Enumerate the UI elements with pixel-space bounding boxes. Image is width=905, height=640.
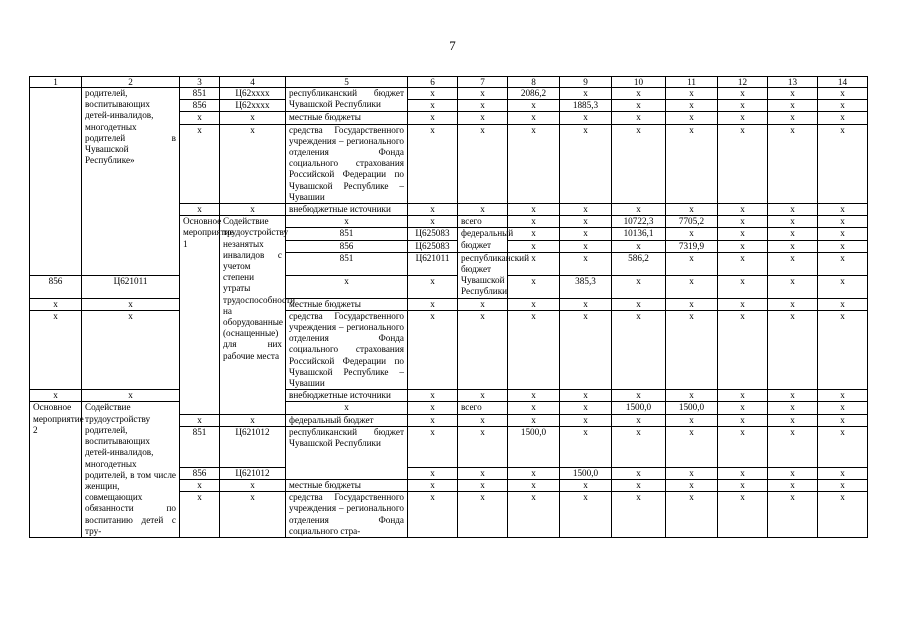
value-cell: x [768,216,818,228]
value-cell: x [408,298,458,310]
value-cell: x [508,390,560,402]
value-cell: x [718,216,768,228]
value-cell: x [612,479,666,491]
funding-source-cell: внебюджетные источники [286,204,408,216]
funding-source-cell: местные бюджеты [286,112,408,124]
value-cell: x [818,492,868,538]
column-number-1: 1 [30,77,82,88]
target-code-cell: Ц621012 [220,467,286,479]
value-cell: x [458,204,508,216]
value-cell: x [768,204,818,216]
value-cell: x [508,402,560,414]
funding-source-cell: местные бюджеты [286,298,408,310]
value-cell: x [408,88,458,100]
funding-source-cell: республиканский бюджет Чувашской Республики [286,88,408,112]
value-cell: 1500,0 [560,467,612,479]
value-cell: x [612,426,666,467]
target-code-cell: x [220,112,286,124]
value-cell: x [612,112,666,124]
value-cell: x [666,298,718,310]
funding-source-cell: федеральный бюджет [286,414,408,426]
value-cell: x [560,204,612,216]
value-cell: 385,3 [560,275,612,298]
funding-source-cell: республиканский бюджет Чувашской Республики [458,252,508,298]
value-cell: x [718,467,768,479]
column-number-3: 3 [180,77,220,88]
value-cell: x [612,467,666,479]
column-number-4: 4 [220,77,286,88]
target-code-cell: x [220,414,286,426]
value-cell: x [818,467,868,479]
value-cell: x [718,390,768,402]
value-cell: x [818,402,868,414]
value-cell: x [408,467,458,479]
code-cell: x [180,479,220,491]
event-name-cell [30,88,82,276]
value-cell: x [666,88,718,100]
column-number-9: 9 [560,77,612,88]
value-cell: x [560,124,612,203]
value-cell: x [768,298,818,310]
value-cell: x [612,492,666,538]
value-cell: x [458,100,508,112]
value-cell: x [508,216,560,228]
code-cell: 851 [286,228,408,240]
value-cell: x [560,390,612,402]
value-cell: x [508,240,560,252]
value-cell: x [408,275,458,298]
value-cell: x [508,492,560,538]
value-cell: x [718,414,768,426]
value-cell: x [408,390,458,402]
value-cell: x [768,112,818,124]
funding-source-cell: федеральный бюджет [458,228,508,252]
value-cell: x [560,252,612,275]
target-code-cell: Ц621012 [220,426,286,467]
column-number-14: 14 [818,77,868,88]
value-cell: x [612,310,666,389]
value-cell: x [818,275,868,298]
target-code-cell: Ц625083 [408,240,458,252]
value-cell: x [768,252,818,275]
value-cell: x [768,390,818,402]
table-row [30,298,868,310]
value-cell: x [718,479,768,491]
page-number: 7 [449,38,456,53]
value-cell: x [666,390,718,402]
code-cell: x [30,298,82,310]
value-cell: x [718,310,768,389]
value-cell: x [508,124,560,203]
value-cell: x [666,310,718,389]
column-number-10: 10 [612,77,666,88]
target-code-cell: x [82,390,180,402]
value-cell: x [666,414,718,426]
value-cell: x [666,426,718,467]
value-cell: x [818,414,868,426]
value-cell: x [666,467,718,479]
event-description-cell: Содействие трудоустройству родителей, воспитывающих детей-инвалидов, многодетных родителей, в том числе женщин, совмещающих обязанности по воспитанию детей с тру- [82,402,180,537]
value-cell: x [666,100,718,112]
value-cell: x [408,100,458,112]
value-cell: x [458,298,508,310]
target-code-cell: Ц62xxxx [220,100,286,112]
table-row [30,275,868,298]
code-cell: 851 [180,88,220,100]
code-cell: 856 [180,100,220,112]
value-cell: x [768,124,818,203]
value-cell: x [818,479,868,491]
target-code-cell: Ц625083 [408,228,458,240]
value-cell: x [458,390,508,402]
column-number-6: 6 [408,77,458,88]
event-description-cell: родителей, воспитывающих детей-инвалидов, многодетных родителей в Чувашской Республике» [82,88,180,276]
value-cell: 1885,3 [560,100,612,112]
value-cell: x [768,275,818,298]
value-cell: x [768,228,818,240]
value-cell: 586,2 [612,252,666,275]
value-cell: x [560,492,612,538]
value-cell: x [612,298,666,310]
column-number-8: 8 [508,77,560,88]
target-code-cell: Ц621011 [82,275,180,298]
value-cell: x [718,275,768,298]
target-code-cell: x [220,492,286,538]
value-cell: x [718,204,768,216]
value-cell: x [818,298,868,310]
value-cell: x [818,204,868,216]
target-code-cell: x [408,402,458,414]
value-cell: x [508,298,560,310]
header-row [30,77,868,88]
value-cell: x [768,467,818,479]
value-cell: x [408,479,458,491]
value-cell: x [560,216,612,228]
code-cell: x [286,402,408,414]
value-cell: x [408,414,458,426]
value-cell: x [768,402,818,414]
value-cell: x [560,414,612,426]
code-cell: x [180,492,220,538]
value-cell: x [718,426,768,467]
code-cell: 856 [30,275,82,298]
code-cell: x [180,112,220,124]
value-cell: 1500,0 [508,426,560,467]
value-cell: x [560,426,612,467]
value-cell: x [612,275,666,298]
funding-source-cell: республиканский бюджет Чувашской Республики [286,426,408,479]
value-cell: x [408,204,458,216]
code-cell: x [30,310,82,389]
value-cell: x [718,88,768,100]
value-cell: x [612,88,666,100]
table-row [30,310,868,389]
value-cell: x [612,100,666,112]
value-cell: x [560,402,612,414]
value-cell: x [718,240,768,252]
value-cell: x [718,112,768,124]
value-cell: x [560,298,612,310]
column-number-7: 7 [458,77,508,88]
value-cell: x [560,310,612,389]
code-cell: 856 [180,467,220,479]
value-cell: x [508,112,560,124]
funding-source-cell: внебюджетные источники [286,390,408,402]
target-code-cell: x [408,216,458,228]
value-cell: x [666,228,718,240]
table-row [30,88,868,100]
value-cell: x [508,100,560,112]
value-cell: x [458,426,508,467]
funding-source-cell: всего [458,402,508,414]
target-code-cell: x [220,204,286,216]
value-cell: x [718,124,768,203]
target-code-cell: x [220,479,286,491]
code-cell: x [180,124,220,203]
value-cell: x [508,204,560,216]
column-number-11: 11 [666,77,718,88]
value-cell: x [818,88,868,100]
value-cell: x [768,310,818,389]
code-cell: 856 [286,240,408,252]
target-code-cell: Ц62xxxx [220,88,286,100]
code-cell: 851 [180,426,220,467]
value-cell: x [560,240,612,252]
value-cell: x [286,275,408,298]
value-cell: x [718,228,768,240]
funding-source-cell: местные бюджеты [286,479,408,491]
value-cell: x [408,310,458,389]
value-cell: x [612,124,666,203]
code-cell: 851 [286,252,408,275]
value-cell: x [612,240,666,252]
value-cell: x [768,100,818,112]
value-cell: x [508,252,560,275]
value-cell: x [508,479,560,491]
value-cell: x [666,479,718,491]
value-cell: x [666,252,718,275]
value-cell: x [458,467,508,479]
value-cell: 10722,3 [612,216,666,228]
code-cell: x [180,414,220,426]
value-cell: x [508,275,560,298]
code-cell: x [286,216,408,228]
column-number-5: 5 [286,77,408,88]
target-code-cell: x [82,310,180,389]
target-code-cell: x [220,124,286,203]
value-cell: x [666,124,718,203]
value-cell: x [768,240,818,252]
value-cell: x [718,298,768,310]
column-number-12: 12 [718,77,768,88]
value-cell: x [612,204,666,216]
value-cell: x [768,426,818,467]
funding-source-cell: всего [458,216,508,228]
value-cell: x [458,124,508,203]
value-cell: x [508,228,560,240]
value-cell: x [818,310,868,389]
value-cell: x [666,492,718,538]
value-cell: x [818,252,868,275]
table-row [30,402,868,414]
value-cell: x [560,479,612,491]
value-cell: x [408,426,458,467]
value-cell: x [666,204,718,216]
target-code-cell: x [82,298,180,310]
value-cell: x [818,124,868,203]
value-cell: x [768,479,818,491]
value-cell: x [458,88,508,100]
value-cell: x [768,492,818,538]
value-cell: 1500,0 [666,402,718,414]
funding-source-cell: средства Государственного учреждения – регионального отделения Фонда социального страхования Российской Федерации по Чувашской Республике – Чувашии [286,124,408,203]
value-cell: x [768,88,818,100]
value-cell: x [560,88,612,100]
value-cell: x [560,228,612,240]
value-cell: x [408,492,458,538]
event-name-cell: Основное мероприятие 2 [30,402,82,537]
value-cell: 2086,2 [508,88,560,100]
code-cell: x [180,204,220,216]
value-cell: 7319,9 [666,240,718,252]
value-cell: x [818,112,868,124]
value-cell: 7705,2 [666,216,718,228]
value-cell: x [508,467,560,479]
value-cell: x [718,492,768,538]
value-cell: x [408,124,458,203]
value-cell: x [818,426,868,467]
table-row [30,390,868,402]
value-cell: x [560,112,612,124]
value-cell: x [508,310,560,389]
value-cell: x [408,112,458,124]
funding-source-cell: средства Государственного учреждения – регионального отделения Фонда социального стра- [286,492,408,538]
value-cell: x [508,414,560,426]
value-cell: x [612,414,666,426]
value-cell: x [818,390,868,402]
column-number-2: 2 [82,77,180,88]
value-cell: 1500,0 [612,402,666,414]
value-cell: x [818,100,868,112]
event-name-cell: Основное мероприятие 1 [180,216,220,414]
code-cell: x [30,390,82,402]
value-cell: 10136,1 [612,228,666,240]
value-cell: x [718,252,768,275]
column-number-13: 13 [768,77,818,88]
value-cell: x [458,310,508,389]
value-cell: x [458,492,508,538]
value-cell: x [818,216,868,228]
funding-source-cell: средства Государственного учреждения – регионального отделения Фонда социального страхования Российской Федерации по Чувашской Республике – Чувашии [286,310,408,389]
value-cell: x [718,402,768,414]
value-cell: x [768,414,818,426]
value-cell: x [458,112,508,124]
value-cell: x [666,275,718,298]
value-cell: x [818,240,868,252]
value-cell: x [818,228,868,240]
value-cell: x [458,414,508,426]
target-code-cell: Ц621011 [408,252,458,275]
value-cell: x [666,112,718,124]
value-cell: x [458,479,508,491]
event-description-cell: Содействие трудоустройству незанятых инвалидов с учетом степени утраты трудоспособности на оборудованные (оснащенные) для них рабочие места [220,216,286,414]
value-cell: x [612,390,666,402]
budget-table [29,76,868,538]
value-cell: x [718,100,768,112]
